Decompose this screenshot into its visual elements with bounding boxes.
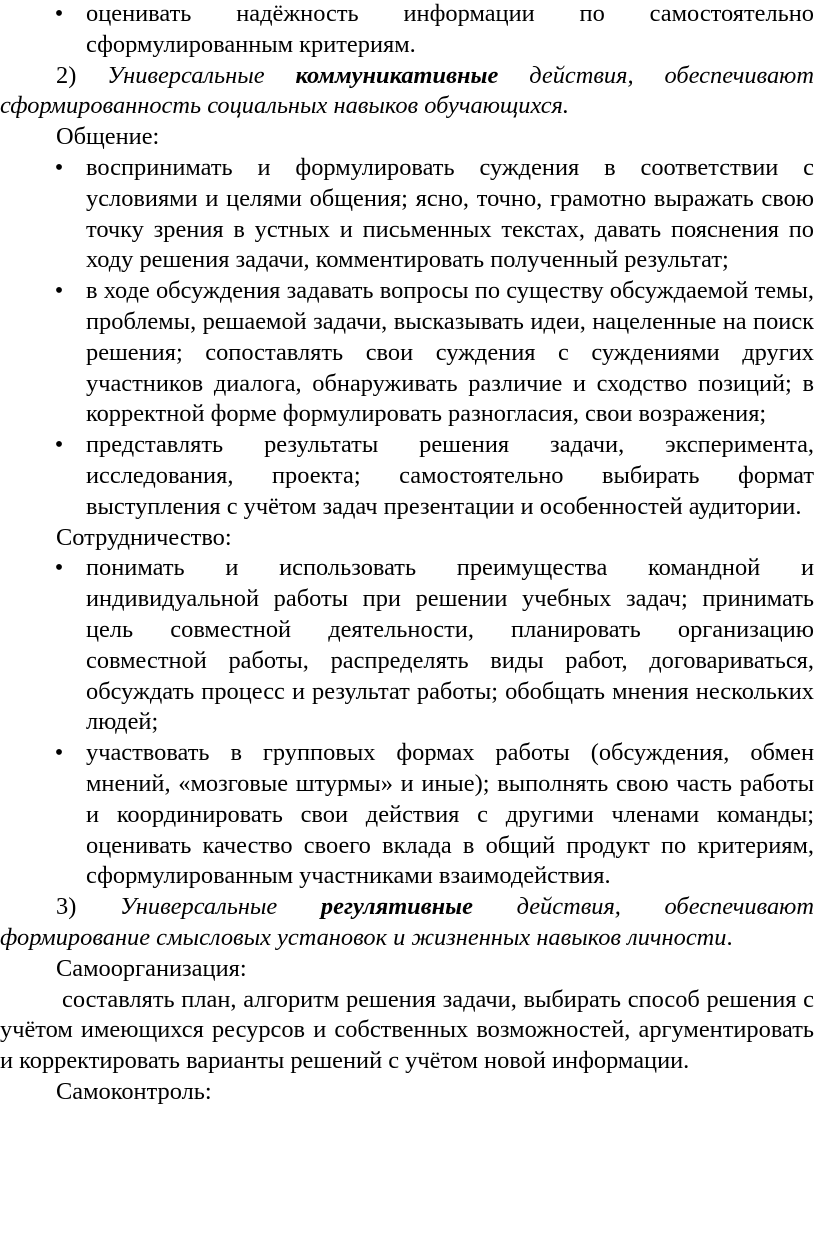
bullet-list-communication bbox=[0, 153, 816, 523]
bullet-icon: • bbox=[54, 431, 64, 459]
section-2-key-term: коммуникативные bbox=[295, 61, 499, 89]
section-3-key-term: регулятивные bbox=[320, 893, 473, 921]
heading-communication: Общение: bbox=[56, 123, 160, 151]
section-3-lead: Универсальные bbox=[119, 893, 278, 921]
list-item bbox=[0, 276, 816, 430]
section-2-number: 2) bbox=[56, 61, 77, 89]
bullet-icon: • bbox=[54, 153, 64, 181]
list-item-text: оценивать надёжность информации по самостоятельно сформулированным критериям. bbox=[86, 0, 814, 58]
list-item bbox=[0, 430, 816, 522]
list-item-text: понимать и использовать преимущества командной и индивидуальной работы при решении учебных задач; принимать цель совместной деятельности, планировать организацию совместной работы, распределять виды работ, договариваться, обсуждать процесс и результат работы; обобщать мнения нескольких людей; bbox=[86, 554, 814, 736]
section-2-lead: Универсальные bbox=[107, 61, 265, 89]
list-item bbox=[0, 738, 816, 892]
self-organization-text: составлять план, алгоритм решения задачи, выбирать способ решения с учётом имеющихся ресурсов и собственных возможностей, аргументировать и корректировать варианты решений с учётом новой информации. bbox=[0, 985, 814, 1075]
section-2-paragraph bbox=[0, 61, 816, 123]
list-item bbox=[0, 0, 816, 61]
bullet-icon: • bbox=[54, 0, 64, 27]
section-3-paragraph: 3) Универсальные регулятивные действия, обеспечивают формирование смысловых установок и жизненных навыков личности. bbox=[0, 893, 814, 951]
heading-cooperation: Сотрудничество: bbox=[56, 523, 232, 551]
section-3-number: 3) bbox=[56, 893, 77, 921]
bullet-icon: • bbox=[54, 277, 64, 305]
list-item bbox=[0, 553, 816, 738]
section-3-rest: действия, обеспечивают формирование смысловых установок и жизненных навыков личности bbox=[0, 893, 814, 951]
list-item-text: участвовать в групповых формах работы (обсуждения, обмен мнений, «мозговые штурмы» и иные); выполнять свою часть работы и координировать свои действия с другими членами команды; оценивать качество своего вклада в общий продукт по критериям, сформулированным участниками взаимодействия. bbox=[86, 739, 814, 890]
list-item-text: представлять результаты решения задачи, эксперимента, исследования, проекта; самостоятельно выбирать формат выступления с учётом задач презентации и особенностей аудитории. bbox=[86, 431, 814, 520]
list-item-text: в ходе обсуждения задавать вопросы по существу обсуждаемой темы, проблемы, решаемой задачи, высказывать идеи, нацеленные на поиск решения; сопоставлять свои суждения с суждениями других участников диалога, обнаруживать различие и сходство позиций; в корректной форме формулировать разногласия, свои возражения; bbox=[86, 277, 814, 428]
bullet-list-cooperation bbox=[0, 553, 816, 892]
list-item bbox=[0, 153, 816, 276]
heading-self-control: Самоконтроль: bbox=[56, 1077, 212, 1105]
list-item-text: воспринимать и формулировать суждения в соответствии с условиями и целями общения; ясно, точно, грамотно выражать свою точку зрения в устных и письменных текстах, давать пояснения по ходу решения задачи, комментировать полученный результат; bbox=[86, 153, 814, 274]
bullet-icon: • bbox=[54, 739, 64, 767]
bullet-icon: • bbox=[54, 554, 64, 582]
heading-self-organization: Самоорганизация: bbox=[56, 954, 247, 982]
bullet-list-intro bbox=[0, 0, 816, 61]
section-2-rest: действия, обеспечивают сформированность социальных навыков обучающихся. bbox=[0, 61, 814, 120]
